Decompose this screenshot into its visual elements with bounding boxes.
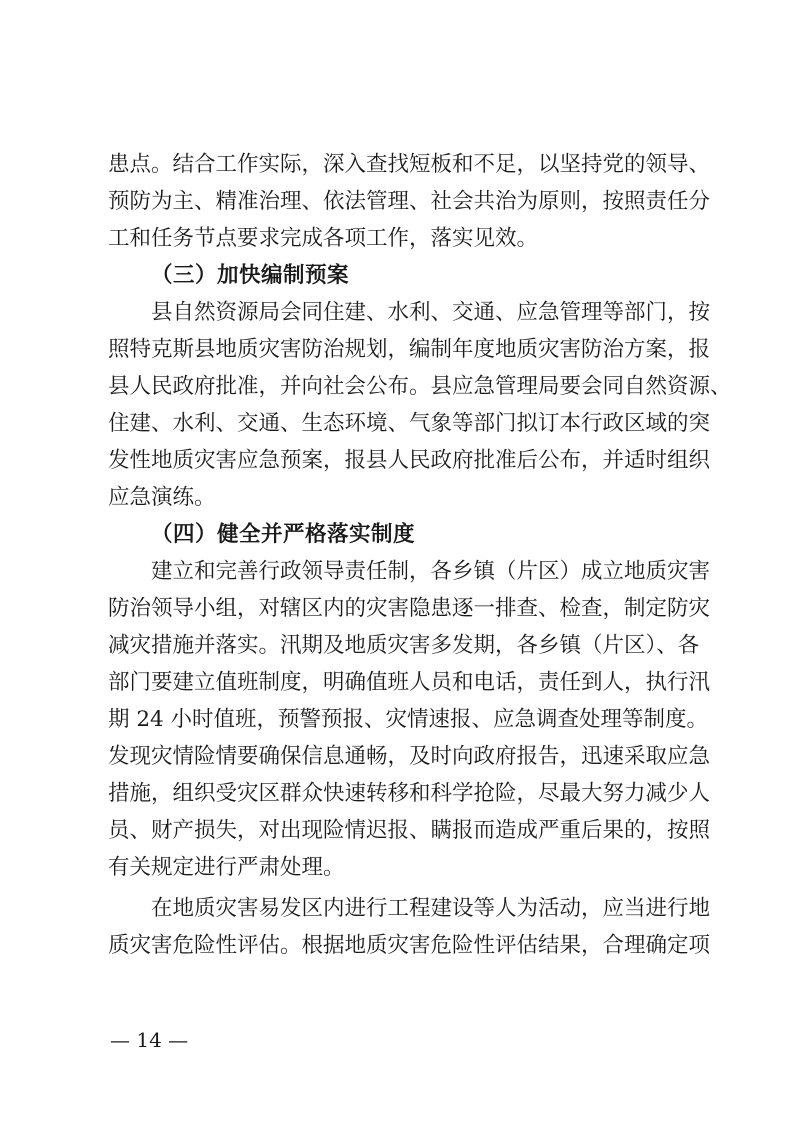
paragraph-2-line-3: 县人民政府批准，并向社会公布。县应急管理局要会同自然资源、 <box>108 374 732 399</box>
paragraph-4-line-1: 在地质灾害易发区内进行工程建设等人为活动，应当进行地 <box>151 896 711 921</box>
paragraph-3-line-4: 部门要建立值班制度，明确值班人员和电话，责任到人，执行汛 <box>108 670 711 695</box>
paragraph-4-line-2: 质灾害危险性评估。根据地质灾害危险性评估结果，合理确定项 <box>108 933 711 958</box>
paragraph-3-line-9: 有关规定进行严肃处理。 <box>108 855 345 880</box>
paragraph-3-line-1: 建立和完善行政领导责任制，各乡镇（片区）成立地质灾害 <box>151 559 711 584</box>
paragraph-3-line-2: 防治领导小组，对辖区内的灾害隐患逐一排查、检查，制定防灾 <box>108 596 711 621</box>
paragraph-3-line-8: 员、财产损失，对出现险情迟报、瞒报而造成严重后果的，按照 <box>108 818 711 843</box>
paragraph-2-line-1: 县自然资源局会同住建、水利、交通、应急管理等部门，按 <box>151 300 711 325</box>
paragraph-2-line-6: 应急演练。 <box>108 485 216 510</box>
section-heading-4: （四）健全并严格落实制度 <box>151 522 416 547</box>
paragraph-3-line-5: 期 24 小时值班，预警预报、灾情速报、应急调查处理等制度。 <box>108 707 709 732</box>
paragraph-1-line-3: 工和任务节点要求完成各项工作，落实见效。 <box>108 226 539 251</box>
paragraph-2-line-5: 发性地质灾害应急预案，报县人民政府批准后公布，并适时组织 <box>108 448 711 473</box>
paragraph-1-line-1: 患点。结合工作实际，深入查找短板和不足，以坚持党的领导、 <box>108 152 711 177</box>
paragraph-3-line-7: 措施，组织受灾区群众快速转移和科学抢险，尽最大努力减少人 <box>108 781 711 806</box>
paragraph-3-line-6: 发现灾情险情要确保信息通畅，及时向政府报告，迅速采取应急 <box>108 744 711 769</box>
page-number: — 14 — <box>110 1028 189 1052</box>
paragraph-2-line-2: 照特克斯县地质灾害防治规划，编制年度地质灾害防治方案，报 <box>108 337 711 362</box>
paragraph-3-line-3: 减灾措施并落实。汛期及地质灾害多发期，各乡镇（片区）、各 <box>108 633 700 658</box>
section-heading-3: （三）加快编制预案 <box>151 263 350 288</box>
paragraph-1-line-2: 预防为主、精准治理、依法管理、社会共治为原则，按照责任分 <box>108 189 711 214</box>
paragraph-2-line-4: 住建、水利、交通、生态环境、气象等部门拟订本行政区域的突 <box>108 411 711 436</box>
